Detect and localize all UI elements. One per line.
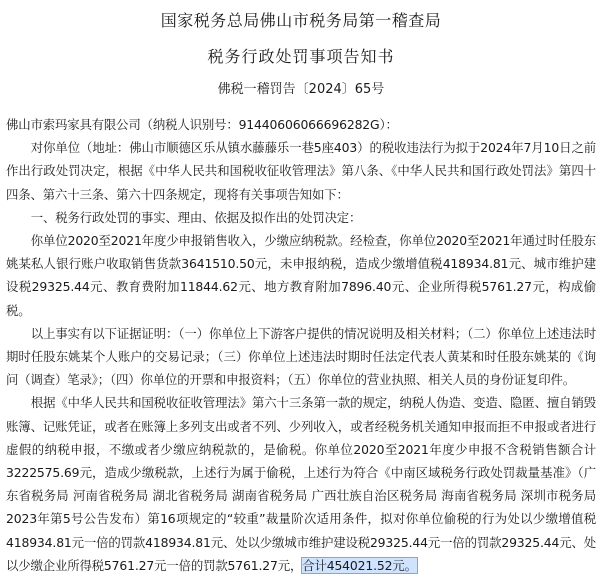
document-body	[6, 113, 596, 577]
section-heading-facts: 一、税务行政处罚的事实、理由、依据及拟作出的处罚决定：	[30, 209, 362, 225]
notice-paragraph: 对你单位（地址：佛山市顺德区乐从镇水藤藤乐一巷5座403）的税收违法行为拟于2024年7月10日之前作出行政处罚决定，根据《中华人民共和国税收征收管理法》第八条、《中华人民共和国行政处罚法》第四十四条、第六十三条、第六十四条规定，现将有关事项告知如下：	[6, 140, 596, 202]
issuing-authority-title: 国家税务总局佛山市税务局第一稽查局	[160, 11, 442, 30]
document-title: 税务行政处罚事项告知书	[207, 47, 395, 66]
evidence-paragraph: 以上事实有以下证据证明：（一）你单位上下游客户提供的情况说明及相关材料；（二）你单位上述违法时期时任股东姚某个人账户的交易记录；（三）你单位上述违法时期时任法定代表人黄某和时任股东姚某的《询问（调查）笔录》；（四）你单位的开票和申报资料；（五）你单位的营业执照、相关人员的身份证复印件。	[6, 325, 596, 388]
penalty-total-highlight: 合计454021.52元。	[302, 557, 417, 573]
penalty-paragraph	[6, 391, 596, 577]
addressee-line: 佛山市索玛家具有限公司（纳税人识别号：91440606066696282G）：	[6, 117, 398, 132]
facts-paragraph: 你单位2020至2021年度少申报销售收入，少缴应纳税款。经检查，你单位2020至2021年通过时任股东姚某私人银行账户收取销售货款3641510.50元，未申报纳税，造成少缴增值税418934.81元、城市维护建设税29325.44元、教育费附加11844.62元、地方教育附加7896.40元、企业所得税5761.27元，构成偷税。	[6, 233, 596, 318]
document-number: 佛税一稽罚告〔2024〕65号	[217, 82, 385, 97]
penalty-text: 根据《中华人民共和国税收征收管理法》第六十三条第一款的规定，纳税人伪造、变造、隐匿、擅自销毁账簿、记账凭证，或者在账簿上多列支出或者不列、少列收入，或者经税务机关通知申报而拒不申报或者进行虚假的纳税申报，不缴或者少缴应纳税款的，是偷税。你单位2020至2021年度少申报不含税销售额合计3222575.69元，造成少缴税款，上述行为属于偷税，上述行为符合《中南区域税务行政处罚裁量基准》（广东省税务局 河南省税务局 湖北省税务局 湖南省税务局 广西壮族自治区税务局 海南省税务局 深圳市税务局2023年第5号公告发布）第16项规定的“较重”裁量阶次适用条件，拟对你单位偷税的行为处以少缴增值税418934.81元一倍的罚款418934.81元、处以少缴城市维护建设税29325.44元一倍的罚款29325.44元、处以少缴企业所得税5761.27元一倍的罚款5761.27元，	[6, 395, 596, 573]
